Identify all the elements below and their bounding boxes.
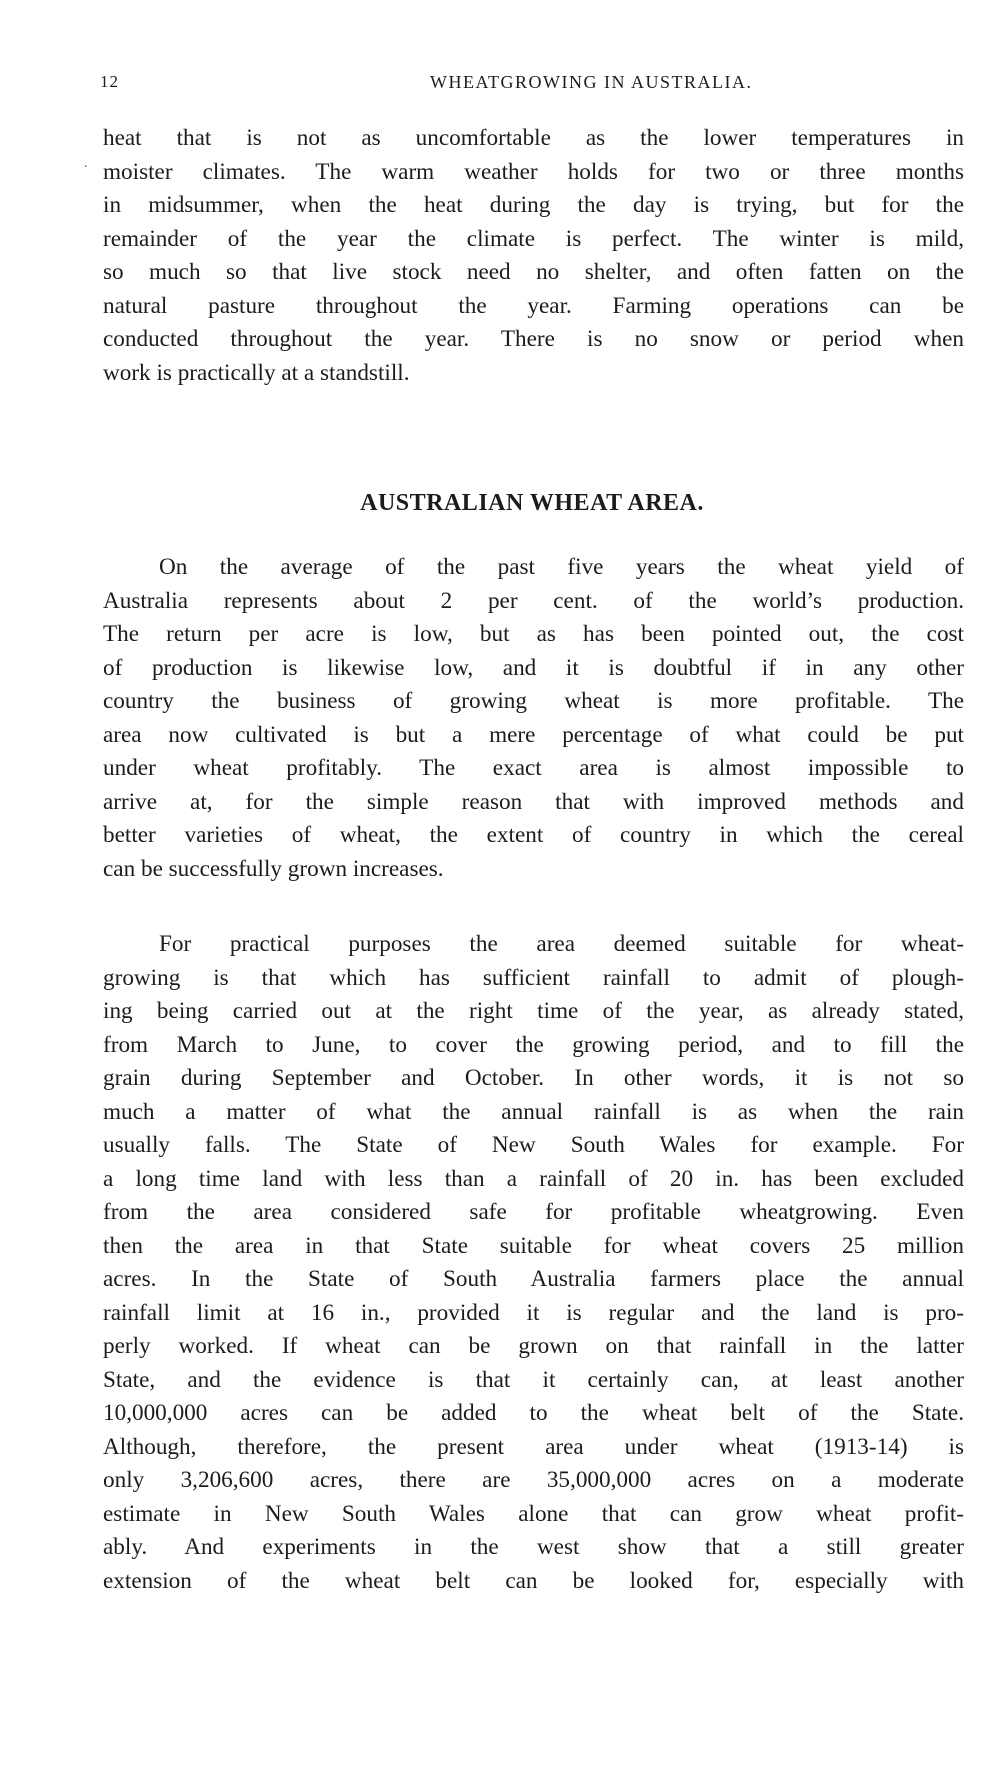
text-line: remainder of the year the climate is perfect. The winter is mild, bbox=[103, 225, 964, 252]
text-line: under wheat profitably. The exact area is almost impossible to bbox=[103, 755, 964, 781]
text-line: can be successfully grown increases. bbox=[103, 855, 444, 882]
paragraph-practical-purposes bbox=[103, 928, 964, 1598]
text-line: grain during September and October. In other words, it is not so bbox=[103, 1065, 964, 1091]
text-line: moister climates. The warm weather holds for two or three months bbox=[103, 158, 964, 185]
text-line: For practical purposes the area deemed suitable for wheat- bbox=[159, 931, 964, 957]
text-line: 10,000,000 acres can be added to the wheat belt of the State. bbox=[103, 1400, 964, 1426]
text-line: On the average of the past five years the wheat yield of bbox=[159, 554, 964, 580]
stray-ink-mark: . bbox=[84, 156, 88, 171]
text-line: country the business of growing wheat is more profitable. The bbox=[103, 688, 964, 714]
page-number: 12 bbox=[100, 72, 119, 91]
text-line: then the area in that State suitable for wheat covers 25 million bbox=[103, 1232, 964, 1259]
running-head bbox=[100, 72, 960, 102]
text-line: ing being carried out at the right time of the year, as already stated, bbox=[103, 998, 964, 1024]
text-line: extension of the wheat belt can be looked for, especially with bbox=[103, 1567, 964, 1594]
section-heading: AUSTRALIAN WHEAT AREA. bbox=[360, 490, 704, 516]
paragraph-heat-climate bbox=[103, 122, 964, 390]
text-line: conducted throughout the year. There is no snow or period when bbox=[103, 326, 964, 352]
text-line: only 3,206,600 acres, there are 35,000,000 acres on a moderate bbox=[103, 1467, 964, 1493]
text-line: ably. And experiments in the west show that a still greater bbox=[103, 1534, 964, 1560]
text-line: usually falls. The State of New South Wales for example. For bbox=[103, 1132, 964, 1158]
text-line: in midsummer, when the heat during the day is trying, but for the bbox=[103, 192, 964, 218]
text-line: of production is likewise low, and it is doubtful if in any other bbox=[103, 654, 964, 681]
text-line: The return per acre is low, but as has been pointed out, the cost bbox=[103, 621, 964, 647]
text-line: a long time land with less than a rainfall of 20 in. has been excluded bbox=[103, 1165, 964, 1192]
text-line: area now cultivated is but a mere percentage of what could be put bbox=[103, 721, 964, 748]
text-line: growing is that which has sufficient rainfall to admit of plough- bbox=[103, 964, 964, 991]
text-line: natural pasture throughout the year. Farming operations can be bbox=[103, 292, 964, 319]
text-line: so much so that live stock need no shelter, and often fatten on the bbox=[103, 259, 964, 285]
running-title: WHEATGROWING IN AUSTRALIA. bbox=[430, 72, 753, 92]
text-line: from March to June, to cover the growing period, and to fill the bbox=[103, 1031, 964, 1058]
text-line: Although, therefore, the present area under wheat (1913-14) is bbox=[103, 1433, 964, 1460]
text-line: better varieties of wheat, the extent of country in which the cereal bbox=[103, 822, 964, 848]
text-line: arrive at, for the simple reason that with improved methods and bbox=[103, 788, 964, 815]
text-line: perly worked. If wheat can be grown on that rainfall in the latter bbox=[103, 1333, 964, 1359]
text-line: rainfall limit at 16 in., provided it is regular and the land is pro- bbox=[103, 1299, 964, 1326]
text-line: heat that is not as uncomfortable as the lower temperatures in bbox=[103, 125, 964, 151]
text-line: from the area considered safe for profitable wheatgrowing. Even bbox=[103, 1199, 964, 1225]
text-line: State, and the evidence is that it certainly can, at least another bbox=[103, 1366, 964, 1393]
text-line: work is practically at a standstill. bbox=[103, 359, 410, 386]
text-line: acres. In the State of South Australia farmers place the annual bbox=[103, 1266, 964, 1292]
text-line: estimate in New South Wales alone that can grow wheat profit- bbox=[103, 1500, 964, 1527]
text-line: much a matter of what the annual rainfall is as when the rain bbox=[103, 1098, 964, 1125]
text-line: Australia represents about 2 per cent. of the world’s production. bbox=[103, 587, 964, 614]
paragraph-wheat-yield bbox=[103, 551, 964, 886]
